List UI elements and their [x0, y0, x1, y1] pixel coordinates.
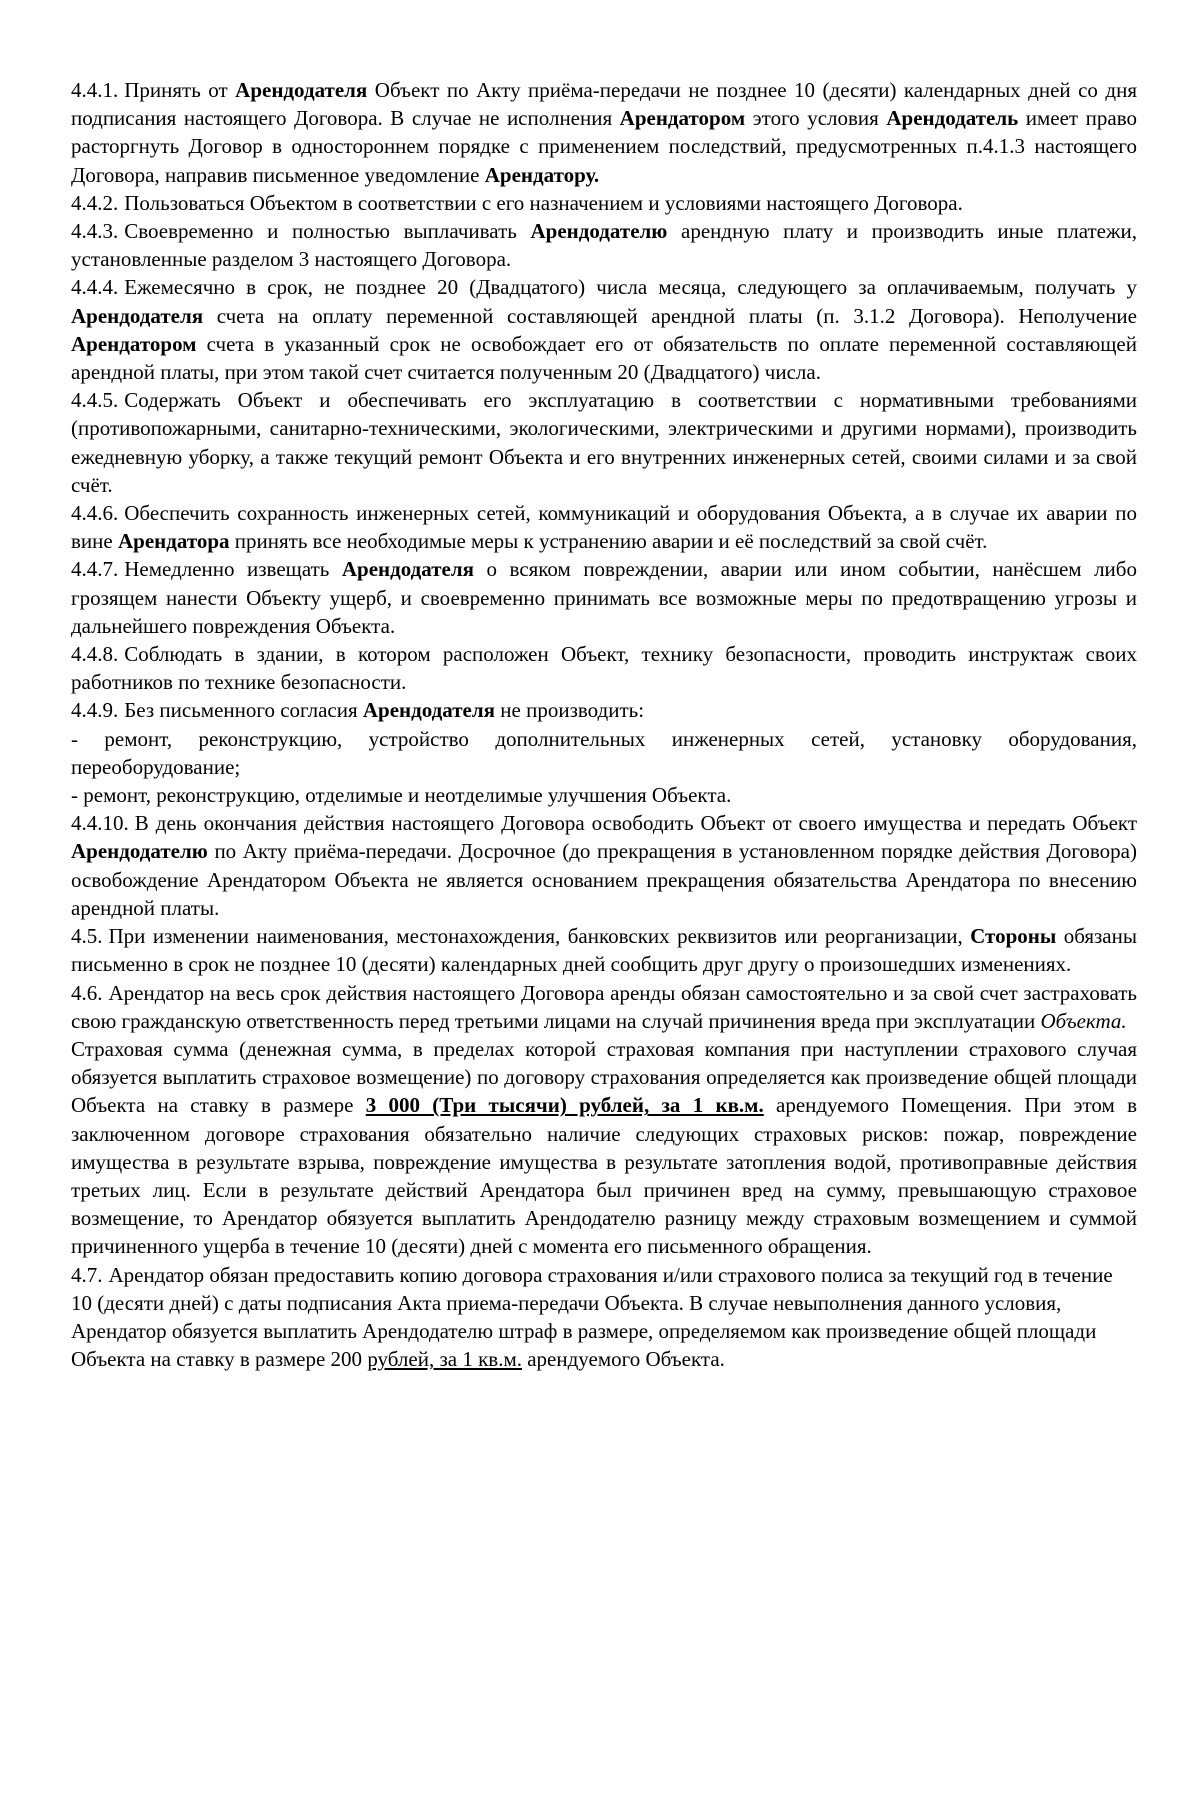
- clause-number: 4.4.10.: [71, 811, 129, 836]
- clause-text: арендуемого Помещения. При этом в заключенном договоре страхования обязательно наличие следующих страховых рисков: пожар, повреждение имущества в результате взрыва, повреждение имущества в результате затопления водой, противоправные действия третьих лиц. Если в результате действий Арендатора был причинен вред на сумму, превышающую страховое возмещение, то Арендатор обязуется выплатить Арендодателю разницу между страховым возмещением и суммой причиненного ущерба в течение 10 (десяти) дней с момента его письменного обращения.: [71, 1093, 1137, 1259]
- clause-number: 4.4.9.: [71, 698, 119, 723]
- clause-text: Обеспечить сохранность инженерных сетей, коммуникаций и оборудования Объекта, а в случае их аварии по вине: [71, 501, 1137, 554]
- clause-text: о всяком повреждении, аварии или ином событии, нанёсшем либо грозящем нанести Объекту ущерб, и своевременно принимать все возможные меры по предотвращению угрозы и дальнейшего повреждения Объекта.: [71, 557, 1137, 638]
- party-term: Арендодателю: [530, 219, 668, 244]
- party-term: Арендодателя: [235, 78, 368, 102]
- clause-text: арендуемого Объекта.: [521, 1347, 725, 1372]
- clause-4-4-7: [71, 555, 1137, 640]
- list-item-repair-1: [71, 725, 1137, 781]
- clause-text: Своевременно и полностью выплачивать: [124, 219, 531, 244]
- clause-text: Объект по Акту приёма-передачи не позднее 10 (десяти) календарных дней со дня подписания настоящего Договора. В случае не исполнения: [71, 78, 1137, 131]
- clause-text: Без письменного согласия: [124, 698, 363, 723]
- party-term: Арендодатель: [886, 106, 1019, 131]
- clause-text: по Акту приёма-передачи. Досрочное (до прекращения в установленном порядке действия Договора) освобождение Арендатором Объекта не является основанием прекращения обязательства Арендатора по внесению арендной платы.: [71, 839, 1137, 920]
- clause-4-4-8: [71, 640, 1137, 696]
- clause-text: Страховая сумма (денежная сумма, в пределах которой страховая компания при наступлении страхового случая обязуется выплатить страховое возмещение) по договору страхования определяется как произведение общей площади Объекта на ставку в размере: [71, 1036, 1137, 1118]
- clause-text: обязаны письменно в срок не позднее 10 (десяти) календарных дней сообщить друг другу о произошедших изменениях.: [71, 924, 1137, 977]
- clause-text: принять все необходимые меры к устранению аварии и её последствий за свой счёт.: [229, 529, 988, 554]
- clause-4-4-9: [71, 696, 1137, 724]
- clause-number: 4.4.8.: [71, 642, 119, 667]
- clause-number: 4.5.: [71, 924, 103, 949]
- clause-number: 4.6.: [71, 980, 103, 1005]
- list-item-repair-2: [71, 781, 1137, 809]
- clause-text: Немедленно извещать: [124, 557, 342, 582]
- clause-text: счета на оплату переменной составляющей арендной платы (п. 3.1.2 Договора). Неполучение: [203, 303, 1137, 328]
- clause-text: - ремонт, реконструкцию, отделимые и неотделимые улучшения Объекта.: [71, 783, 732, 808]
- party-term: Арендатору.: [484, 162, 600, 187]
- clause-text: В день окончания действия настоящего Договора освободить Объект от своего имущества и передать Объект: [134, 811, 1137, 836]
- clause-4-4-5: [71, 386, 1137, 499]
- clause-text: Принять от: [124, 78, 236, 102]
- party-term: Арендатором: [619, 106, 746, 131]
- party-term: Арендодателя: [341, 557, 475, 582]
- clause-text: - ремонт, реконструкцию, устройство дополнительных инженерных сетей, установку оборудования, переоборудование;: [71, 726, 1137, 779]
- clause-4-7: [71, 1261, 1137, 1374]
- clause-text: При изменении наименования, местонахождения, банковских реквизитов или реорганизации,: [108, 924, 971, 949]
- clause-number: 4.4.3.: [71, 219, 119, 244]
- clause-text: Арендатор обязан предоставить копию договора страхования и/или страхового полиса за текущий год в течение 10 (десяти дней) с даты подписания Акта приема-передачи Объекта. В случае невыполнения данного условия, Арендатор обязуется выплатить Арендодателю штраф в размере, определяемом как произведение общей площади Объекта на ставку в размере 200: [71, 1262, 1113, 1372]
- clause-4-6: [71, 979, 1137, 1035]
- clause-number: 4.4.6.: [71, 501, 119, 526]
- clause-number: 4.4.7.: [71, 557, 119, 582]
- clause-text: имеет право расторгнуть Договор в одностороннем порядке с применением последствий, предусмотренных п.4.1.3 настоящего Договора, направив письменное уведомление: [71, 106, 1137, 187]
- clause-4-5: [71, 922, 1137, 978]
- clause-number: 4.7.: [71, 1262, 103, 1287]
- clause-4-4-3: [71, 217, 1137, 273]
- party-term: Арендодателю: [71, 839, 208, 864]
- penalty-rate-unit: рублей, за 1 кв.м.: [367, 1347, 522, 1372]
- party-term: Арендодателя: [71, 303, 204, 328]
- clause-text: этого условия: [745, 106, 887, 131]
- insurance-sum-paragraph: [71, 1035, 1137, 1261]
- party-term: Арендатором: [71, 331, 197, 356]
- party-term: Стороны: [970, 924, 1057, 949]
- party-term: Арендодателя: [362, 698, 496, 723]
- clause-text: Пользоваться Объектом в соответствии с его назначением и условиями настоящего Договора.: [124, 190, 963, 215]
- clause-4-4-10: [71, 809, 1137, 922]
- clause-number: 4.4.5.: [71, 388, 119, 413]
- document-page: [71, 76, 1137, 1373]
- object-term: Объекта.: [1040, 1008, 1127, 1033]
- clause-4-4-1: [71, 76, 1137, 189]
- clause-4-4-4: [71, 273, 1137, 386]
- clause-text: Содержать Объект и обеспечивать его эксплуатацию в соответствии с нормативными требованиями (противопожарными, санитарно-техническими, экологическими, электрическими и другими нормами), производить ежедневную уборку, а также текущий ремонт Объекта и его внутренних инженерных сетей, своими силами и за свой счёт.: [71, 388, 1137, 497]
- clause-text: не производить:: [495, 698, 645, 723]
- clause-number: 4.4.4.: [71, 275, 119, 300]
- insurance-rate: 3 000 (Три тысячи) рублей, за 1 кв.м.: [365, 1093, 764, 1118]
- clause-text: Арендатор на весь срок действия настоящего Договора аренды обязан самостоятельно и за свой счет застраховать свою гражданскую ответственность перед третьими лицами на случай причинения вреда при эксплуатации: [71, 980, 1137, 1033]
- clause-4-4-6: [71, 499, 1137, 555]
- party-term: Арендатора: [117, 529, 230, 554]
- clause-4-4-2: [71, 189, 1137, 217]
- clause-number: 4.4.2.: [71, 190, 119, 215]
- clause-text: Ежемесячно в срок, не позднее 20 (Двадцатого) числа месяца, следующего за оплачиваемым, получать у: [124, 275, 1137, 300]
- clause-text: арендную плату и производить иные платежи, установленные разделом 3 настоящего Договора.: [71, 219, 1138, 272]
- clause-text: Соблюдать в здании, в котором расположен Объект, технику безопасности, проводить инструктаж своих работников по технике безопасности.: [71, 642, 1137, 695]
- clause-text: счета в указанный срок не освобождает его от обязательств по оплате переменной составляющей арендной платы, при этом такой счет считается полученным 20 (Двадцатого) числа.: [71, 331, 1137, 385]
- clause-number: 4.4.1.: [71, 78, 119, 102]
